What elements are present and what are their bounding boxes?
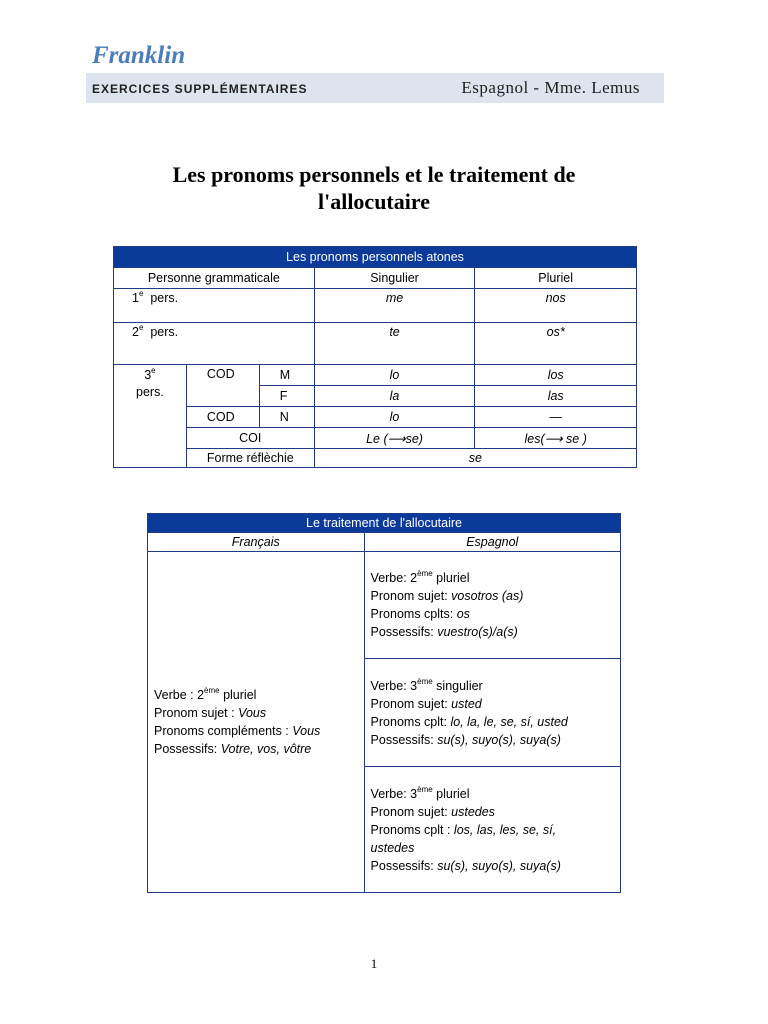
pronom-label: Pronom sujet: xyxy=(370,696,452,711)
gender-n: N xyxy=(259,407,314,428)
cod-label: COD xyxy=(186,407,259,428)
col-header-french: Français xyxy=(148,533,365,552)
spanish-cell-usted xyxy=(364,659,620,767)
gender-f: F xyxy=(259,386,314,407)
verbe-rest: pluriel xyxy=(432,786,470,801)
superscript: ème xyxy=(417,676,433,686)
table-row xyxy=(114,323,637,365)
cell-os: os* xyxy=(475,323,637,365)
header-left-label: EXERCICES SUPPLÉMENTAIRES xyxy=(92,82,308,96)
cod-label: COD xyxy=(186,365,259,407)
table-row xyxy=(114,449,637,468)
brand-logo: Franklin xyxy=(92,42,186,69)
compl-value: Vous xyxy=(292,724,321,738)
pronouns-table xyxy=(113,246,637,468)
poss-value: su(s), suyo(s), suya(s) xyxy=(437,732,561,747)
pronom-label: Pronom sujet : xyxy=(154,706,239,720)
header-right-label: Espagnol - Mme. Lemus xyxy=(461,78,640,97)
spanish-cell-vosotros xyxy=(364,552,620,659)
table-row xyxy=(114,365,637,386)
verbe-label: Verbe: 3 xyxy=(370,786,418,801)
page-title-line2: l'allocutaire xyxy=(317,189,431,214)
person-number: 2 xyxy=(132,325,139,339)
cell-las: las xyxy=(475,386,637,407)
superscript: ème xyxy=(417,569,433,578)
table-row xyxy=(148,552,621,659)
superscript: e xyxy=(138,323,144,332)
pers-label: pers. xyxy=(150,291,179,305)
col-header-person: Personne grammaticale xyxy=(114,268,315,289)
verbe-label: Verbe : 2 xyxy=(154,688,205,702)
spanish-cell-ustedes xyxy=(364,767,620,893)
header-bar xyxy=(86,73,664,103)
verbe-rest: singulier xyxy=(432,678,483,693)
cplt-value: os xyxy=(456,607,470,621)
allocutaire-table-title: Le traitement de l'allocutaire xyxy=(148,514,621,533)
cell-la: la xyxy=(314,386,475,407)
poss-label: Possessifs: xyxy=(370,858,438,873)
person-number: 3 xyxy=(144,368,152,382)
pers-label: pers. xyxy=(150,325,179,339)
reflexive-label: Forme réflèchie xyxy=(186,449,314,468)
superscript: e xyxy=(138,289,144,298)
table-row xyxy=(114,407,637,428)
pronom-value: vosotros (as) xyxy=(451,589,524,603)
cell-lo: lo xyxy=(314,365,475,386)
superscript: ème xyxy=(417,784,433,794)
person-3-label xyxy=(114,365,187,468)
page-title xyxy=(100,161,648,215)
person-number: 1 xyxy=(132,291,139,305)
poss-label: Possessifs: xyxy=(370,625,438,639)
cplt-label: Pronoms cplts: xyxy=(370,607,457,621)
cell-se: se xyxy=(314,449,636,468)
col-header-spanish: Espagnol xyxy=(364,533,620,552)
coi-label: COI xyxy=(186,428,314,449)
pers-label: pers. xyxy=(136,385,164,399)
allocutaire-table xyxy=(147,513,621,893)
pronouns-table-title: Les pronoms personnels atones xyxy=(114,247,637,268)
person-2-label xyxy=(114,323,315,365)
cell-les: les(⟶ se ) xyxy=(475,428,637,449)
verbe-label: Verbe: 3 xyxy=(370,678,418,693)
page-title-line1: Les pronoms personnels et le traitement de xyxy=(172,162,576,187)
cplt-value-cont: ustedes xyxy=(370,840,415,855)
cell-nos: nos xyxy=(475,289,637,323)
pronom-label: Pronom sujet: xyxy=(370,804,452,819)
person-1-label xyxy=(114,289,315,323)
cell-los: los xyxy=(475,365,637,386)
poss-value: vuestro(s)/a(s) xyxy=(437,625,518,639)
table-row xyxy=(114,289,637,323)
table-row xyxy=(114,428,637,449)
poss-value: Votre, vos, vôtre xyxy=(220,742,312,756)
pronom-value: usted xyxy=(451,696,482,711)
cell-te: te xyxy=(314,323,475,365)
cplt-value: lo, la, le, se, sí, usted xyxy=(450,714,568,729)
verbe-rest: pluriel xyxy=(219,688,257,702)
cell-lo-neutral: lo xyxy=(314,407,475,428)
cell-me: me xyxy=(314,289,475,323)
cplt-label: Pronoms cplt: xyxy=(370,714,451,729)
gender-m: M xyxy=(259,365,314,386)
french-cell xyxy=(148,552,365,893)
verbe-label: Verbe: 2 xyxy=(370,571,418,585)
compl-label: Pronoms compléments : xyxy=(154,724,293,738)
poss-value: su(s), suyo(s), suya(s) xyxy=(437,858,561,873)
pronom-label: Pronom sujet: xyxy=(370,589,452,603)
page-number: 1 xyxy=(370,956,378,971)
cplt-value: los, las, les, se, sí, xyxy=(453,822,557,837)
cell-le: Le (⟶se) xyxy=(314,428,475,449)
pronom-value: ustedes xyxy=(451,804,495,819)
poss-label: Possessifs: xyxy=(154,742,221,756)
superscript: e xyxy=(151,366,156,375)
superscript: ème xyxy=(204,686,220,695)
verbe-rest: pluriel xyxy=(432,571,470,585)
cplt-label: Pronoms cplt : xyxy=(370,822,454,837)
poss-label: Possessifs: xyxy=(370,732,438,747)
pronom-value: Vous xyxy=(238,706,267,720)
col-header-singular: Singulier xyxy=(314,268,475,289)
cell-dash: — xyxy=(475,407,637,428)
col-header-plural: Pluriel xyxy=(475,268,637,289)
